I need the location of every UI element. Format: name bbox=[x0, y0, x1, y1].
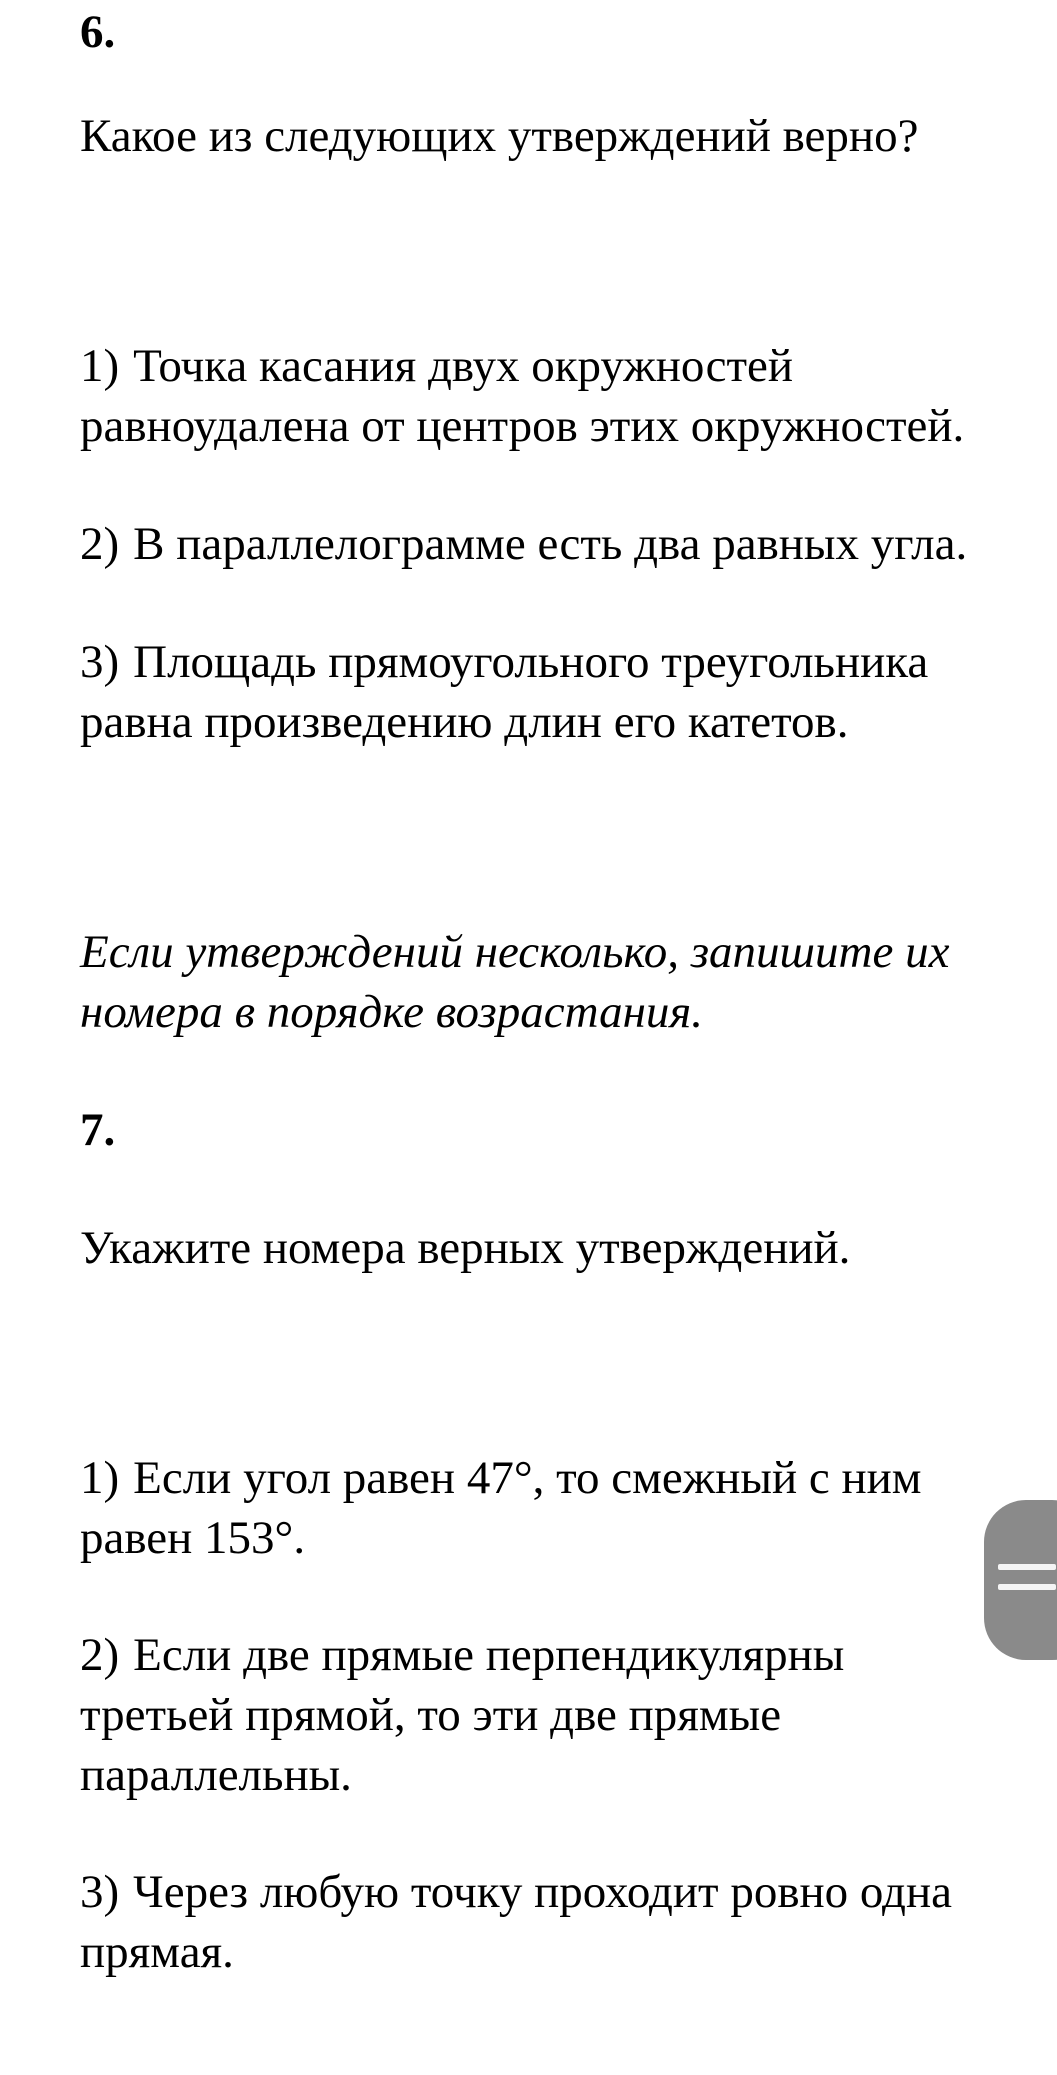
task-7-statement-3-line-2: прямая. bbox=[80, 1926, 234, 1978]
task-6-note-line-2: номера в порядке возрастания. bbox=[80, 986, 704, 1038]
task-7-statement-2-line-1 bbox=[80, 1625, 844, 1685]
task-7-statement-2-line-3: параллельны. bbox=[80, 1749, 352, 1801]
task-7-statement-3-number: 3) bbox=[80, 1866, 120, 1918]
task-7-statement-2-number: 2) bbox=[80, 1629, 120, 1681]
scroll-drag-handle[interactable] bbox=[984, 1500, 1057, 1660]
task-6-note-line-1: Если утверждений несколько, запишите их bbox=[80, 926, 950, 978]
task-6-statement-1-number: 1) bbox=[80, 340, 120, 392]
task-7-question: Укажите номера верных утверждений. bbox=[80, 1222, 851, 1274]
task-6-statement-2-text-1: В параллелограмме есть два равных угла. bbox=[133, 518, 968, 570]
task-7-statement-3-text-1: Через любую точку проходит ровно одна bbox=[133, 1866, 952, 1918]
task-6-statement-2-line-1 bbox=[80, 514, 967, 574]
task-6-statement-3-text-1: Площадь прямоугольного треугольника bbox=[133, 636, 929, 688]
task-6-statement-3-line-2: равна произведению длин его катетов. bbox=[80, 696, 849, 748]
task-6-statement-1-text-1: Точка касания двух окружностей bbox=[133, 340, 793, 392]
task-7-statement-3-line-1 bbox=[80, 1862, 952, 1922]
task-6-question: Какое из следующих утверждений верно? bbox=[80, 110, 919, 162]
task-6-statement-2-number: 2) bbox=[80, 518, 120, 570]
task-6-statement-1-line-2: равноудалена от центров этих окружностей. bbox=[80, 400, 965, 452]
grip-line-bottom bbox=[998, 1584, 1056, 1590]
task-6-statement-3-line-1 bbox=[80, 632, 928, 692]
task-7-statement-1-number: 1) bbox=[80, 1452, 120, 1504]
task-7-statement-2-line-2: третьей прямой, то эти две прямые bbox=[80, 1689, 782, 1741]
task-6-statement-3-number: 3) bbox=[80, 636, 120, 688]
task-6-statement-1-line-1 bbox=[80, 336, 793, 396]
task-7-statement-1-text-1: Если угол равен 47°, то смежный с ним bbox=[133, 1452, 922, 1504]
task-6-number: 6. bbox=[80, 6, 116, 58]
task-7-statement-2-text-1: Если две прямые перпендикулярны bbox=[133, 1629, 845, 1681]
grip-line-top bbox=[998, 1564, 1056, 1570]
task-7-statement-1-line-2: равен 153°. bbox=[80, 1512, 306, 1564]
task-7-number: 7. bbox=[80, 1104, 116, 1156]
task-7-statement-1-line-1 bbox=[80, 1448, 922, 1508]
